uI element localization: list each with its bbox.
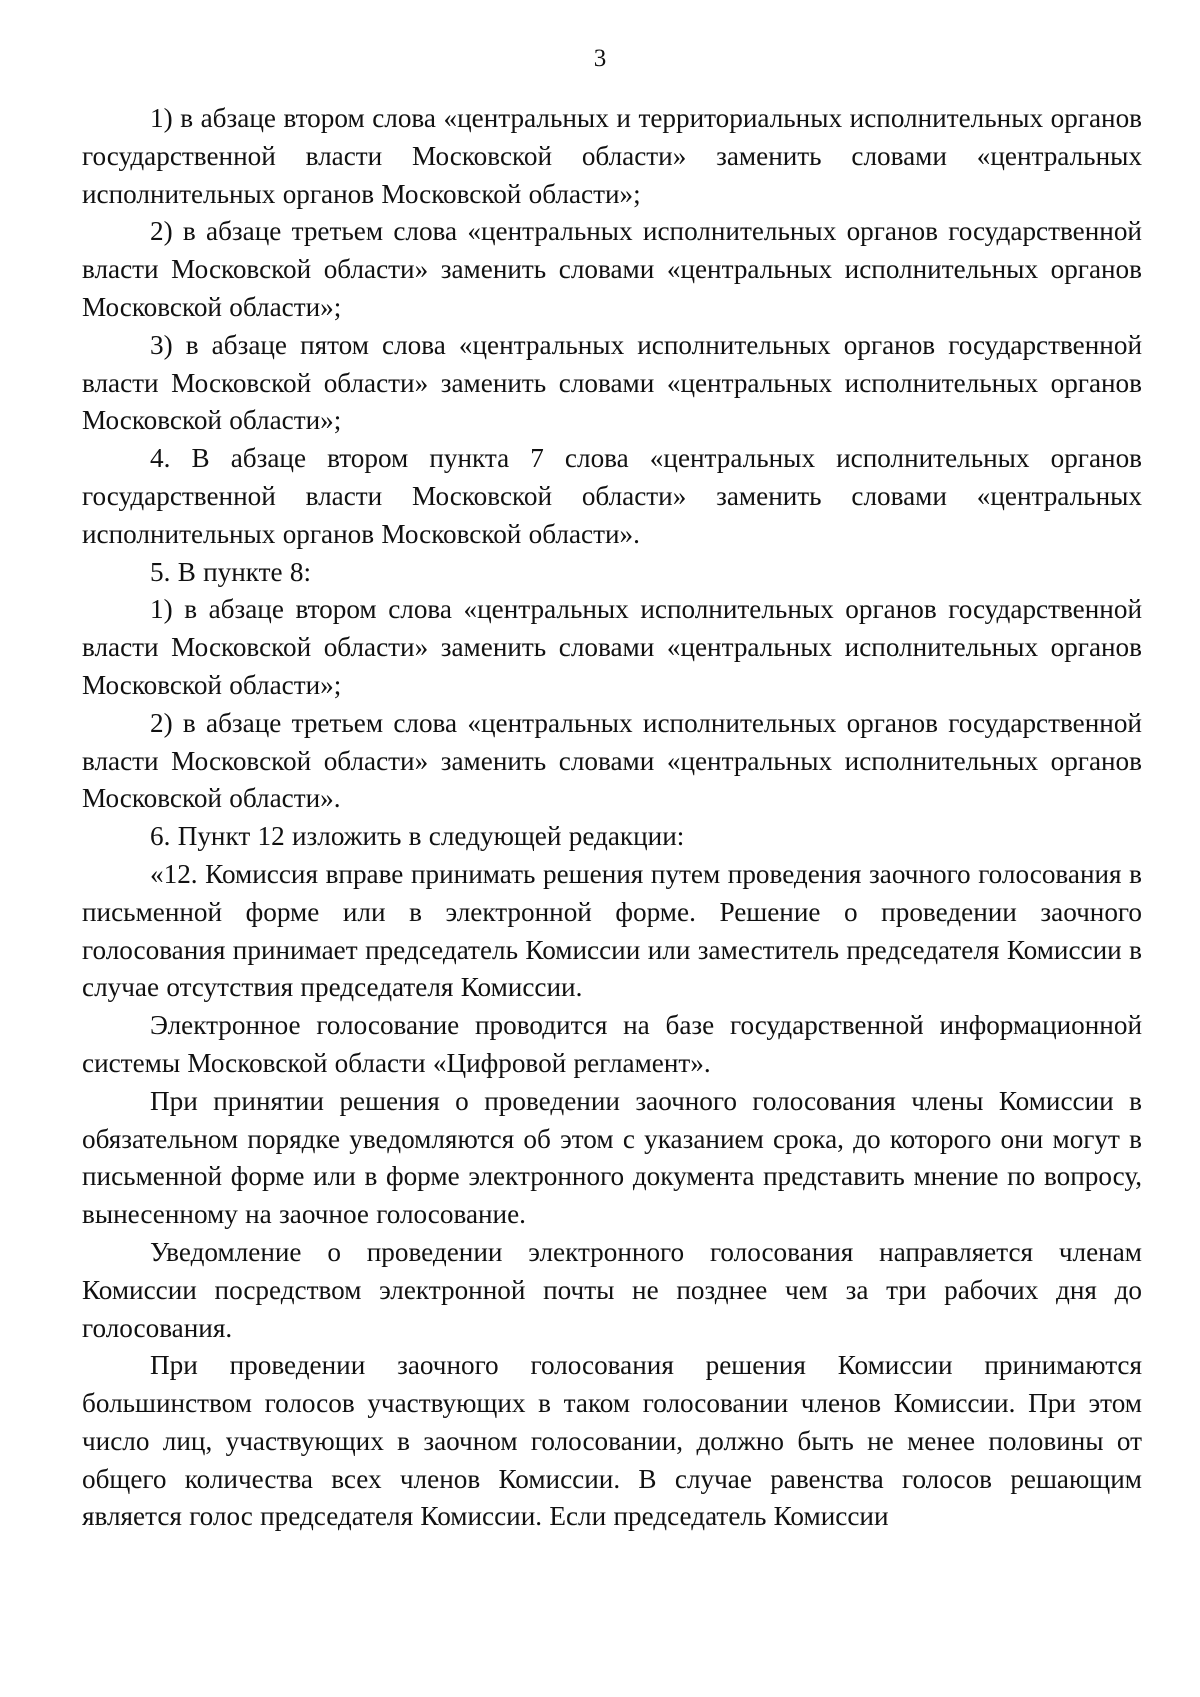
- paragraph-amend-1: 1) в абзаце втором слова «центральных и территориальных исполнительных органов государственной власти Московской области» заменить словами «центральных исполнительных органов Московской области»;: [82, 103, 1142, 209]
- paragraph-amend-3: 3) в абзаце пятом слова «центральных исполнительных органов государственной власти Московской области» заменить словами «центральных исполнительных органов Московской области»;: [82, 329, 1142, 436]
- paragraph-electronic-voting: Электронное голосование проводится на базе государственной информационной системы Московской области «Цифровой регламент».: [82, 1010, 1142, 1078]
- paragraph-item-5-sub-1: 1) в абзаце втором слова «центральных исполнительных органов государственной власти Московской области» заменить словами «центральных исполнительных органов Московской области»;: [82, 594, 1142, 700]
- document-body: [82, 100, 1142, 1536]
- paragraph-notification-members: При принятии решения о проведении заочного голосования члены Комиссии в обязательном порядке уведомляются об этом с указанием срока, до которого они могут в письменной форме или в форме электронного документа представить мнение по вопросу, вынесенному на заочное голосование.: [82, 1085, 1142, 1230]
- page-number: 3: [593, 45, 607, 72]
- paragraph-clause-12: «12. Комиссия вправе принимать решения путем проведения заочного голосования в письменной форме или в электронной форме. Решение о проведении заочного голосования принимает председатель Комиссии или заместитель председателя Комиссии в случае отсутствия председателя Комиссии.: [82, 858, 1142, 1003]
- paragraph-email-notification: Уведомление о проведении электронного голосования направляется членам Комиссии посредством электронной почты не позднее чем за три рабочих дня до голосования.: [82, 1236, 1142, 1343]
- paragraph-item-5: 5. В пункте 8:: [150, 556, 312, 587]
- paragraph-item-4: 4. В абзаце втором пункта 7 слова «центральных исполнительных органов государственной власти Московской области» заменить словами «центральных исполнительных органов Московской области».: [82, 443, 1142, 549]
- paragraph-item-6: 6. Пункт 12 изложить в следующей редакции:: [150, 821, 685, 852]
- paragraph-amend-2: 2) в абзаце третьем слова «центральных исполнительных органов государственной власти Московской области» заменить словами «центральных исполнительных органов Московской области»;: [82, 216, 1142, 322]
- paragraph-item-5-sub-2: 2) в абзаце третьем слова «центральных исполнительных органов государственной власти Московской области» заменить словами «центральных исполнительных органов Московской области».: [82, 707, 1142, 814]
- paragraph-voting-decisions: При проведении заочного голосования решения Комиссии принимаются большинством голосов участвующих в таком голосовании членов Комиссии. При этом число лиц, участвующих в заочном голосовании, должно быть не менее половины от общего количества всех членов Комиссии. В случае равенства голосов решающим является голос председателя Комиссии. Если председатель Комиссии: [82, 1350, 1142, 1532]
